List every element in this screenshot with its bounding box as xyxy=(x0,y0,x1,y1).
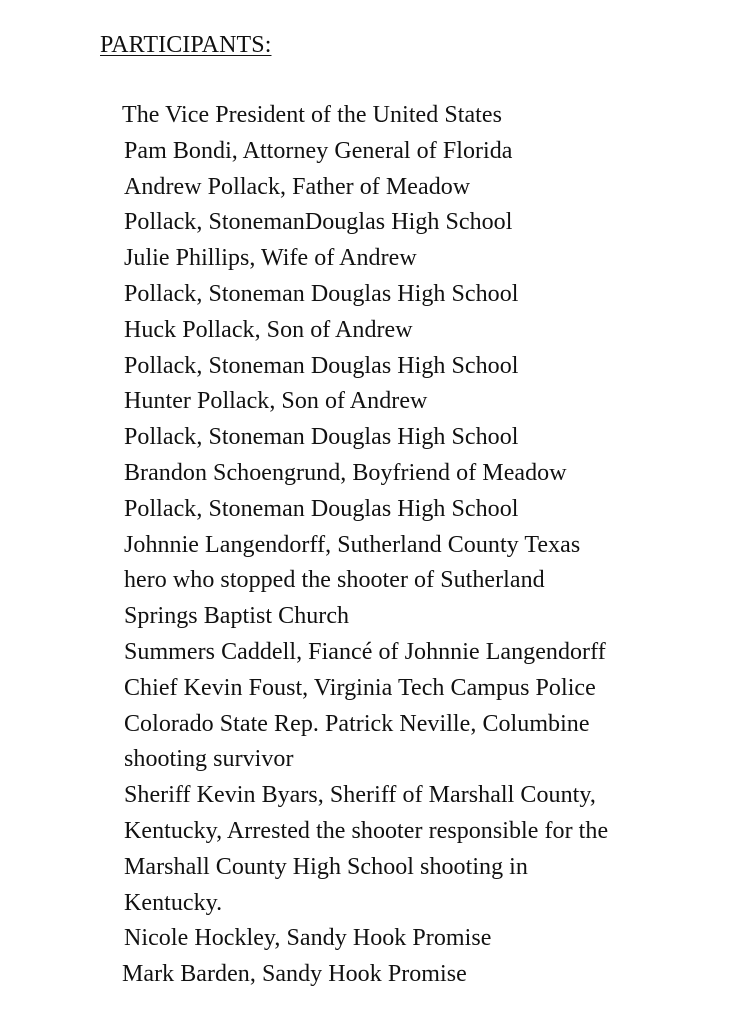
participant-line: Julie Phillips, Wife of Andrew xyxy=(124,245,417,272)
participants-list xyxy=(124,98,724,993)
participant-line: Johnnie Langendorff, Sutherland County Texas xyxy=(124,531,581,558)
participant-line: Pollack, StonemanDouglas High School xyxy=(124,209,513,236)
participants-heading: PARTICIPANTS: xyxy=(100,32,272,58)
participant-line: Springs Baptist Church xyxy=(124,603,350,630)
participant-line: Nicole Hockley, Sandy Hook Promise xyxy=(124,925,492,952)
participant-line: Pollack, Stoneman Douglas High School xyxy=(124,495,519,522)
participant-line: Pollack, Stoneman Douglas High School xyxy=(124,280,519,307)
participant-line: Mark Barden, Sandy Hook Promise xyxy=(122,961,467,988)
participant-line: hero who stopped the shooter of Sutherland xyxy=(124,567,545,594)
participant-line: Kentucky, Arrested the shooter responsible for the xyxy=(124,817,609,844)
participant-line: Brandon Schoengrund, Boyfriend of Meadow xyxy=(124,459,567,486)
participant-line: Pollack, Stoneman Douglas High School xyxy=(124,352,519,379)
participant-line: Chief Kevin Foust, Virginia Tech Campus Police xyxy=(124,674,596,701)
participant-line: Summers Caddell, Fiancé of Johnnie Langendorff xyxy=(124,638,606,665)
participant-line: Kentucky. xyxy=(124,889,223,916)
participant-line: Huck Pollack, Son of Andrew xyxy=(124,316,413,343)
participant-line: Colorado State Rep. Patrick Neville, Columbine xyxy=(124,710,590,737)
participant-line: Andrew Pollack, Father of Meadow xyxy=(124,173,471,200)
participant-line: Hunter Pollack, Son of Andrew xyxy=(124,388,428,415)
participant-line: Sheriff Kevin Byars, Sheriff of Marshall County, xyxy=(124,782,596,809)
participant-line: The Vice President of the United States xyxy=(122,102,502,128)
participant-line: Pam Bondi, Attorney General of Florida xyxy=(124,137,513,164)
participant-line: shooting survivor xyxy=(124,746,294,773)
participant-line: Pollack, Stoneman Douglas High School xyxy=(124,424,519,451)
participant-line: Marshall County High School shooting in xyxy=(124,853,528,880)
